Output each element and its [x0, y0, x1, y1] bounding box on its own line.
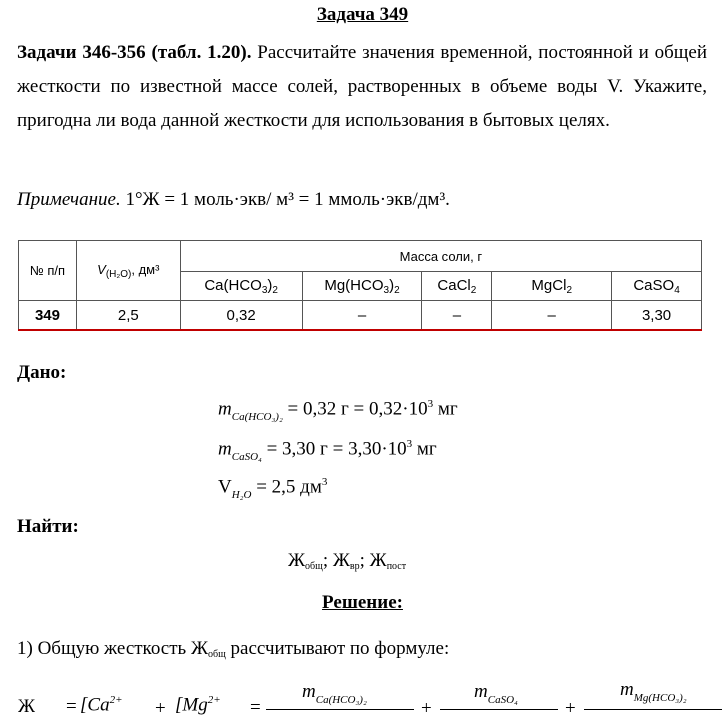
fraction-line [266, 709, 414, 710]
given-heading: Дано: [17, 362, 67, 383]
row-value: – [422, 301, 492, 331]
fraction-numerator: $m_{Mg(HCO_3)_2}$ [620, 679, 687, 704]
salts-table [18, 240, 702, 331]
note-label: Примечание. [17, 189, 121, 210]
note [17, 189, 450, 211]
task-description [17, 36, 707, 138]
formula-ion-mg: [$Mg^{2+}$ [175, 694, 221, 716]
formula-eq: = [66, 696, 77, 717]
row-number: 349 [19, 301, 77, 331]
formula-lhs: Ж [18, 696, 36, 717]
formula-ion-ca: [$Ca^{2+}$ [80, 694, 123, 716]
header-mass: Масса соли, г [180, 241, 701, 272]
fraction-numerator: $m_{CaSO_4}$ [474, 681, 518, 706]
salt-header: MgCl$_2$ [492, 272, 612, 301]
given-m-caso4: $m_{CaSO_4} = 3,30$ $г = 3,30\cdot 10^3$ мг [218, 438, 437, 464]
formula-plus: + [421, 698, 432, 719]
row-value: 0,32 [180, 301, 302, 331]
row-value: 3,30 [612, 301, 702, 331]
header-no: № п/п [19, 241, 77, 301]
formula-eq-2: = [250, 697, 261, 718]
fraction-line [584, 709, 722, 710]
fraction-line [440, 709, 558, 710]
solution-heading: Решение: [322, 592, 403, 613]
fraction-numerator: $m_{Ca(HCO_3)_2}$ [302, 681, 367, 706]
formula-plus: + [565, 698, 576, 719]
salt-header: CaCl$_2$ [422, 272, 492, 301]
find-heading: Найти: [17, 516, 79, 537]
salt-header: $Mg(HCO_3)_2$ [302, 272, 422, 301]
header-volume: $V_{(H_2O)}$, дм³ [76, 241, 180, 301]
solution-step-1: 1) Общую жесткость $Ж_{общ}$ рассчитывают по формуле: [17, 638, 450, 660]
formula-plus: + [155, 698, 166, 719]
salt-header: $Ca(HCO_3)_2$ [180, 272, 302, 301]
given-m-ca-hco3: $m_{Ca(HCO_3)_2} = 0,32$ $г = 0,32\cdot 10^3$ мг [218, 398, 458, 424]
find-values: $Ж_{общ}$; $Ж_{вр}$; $Ж_{пост}$ [288, 550, 407, 572]
note-text: 1°Ж = 1 моль·экв/ м³ = 1 ммоль·экв/дм³. [120, 189, 450, 210]
row-volume: 2,5 [76, 301, 180, 331]
task-title: Задача 349 [316, 4, 409, 25]
salt-header: CaSO$_4$ [612, 272, 702, 301]
task-text: Рассчитайте значения временной, постоянной и общей жесткости по известной массе солей, растворенных в объеме воды V. Укажите, пригодна ли вода данной жесткости для использования в бытовых целях. [17, 42, 707, 131]
given-volume: $V_{H_2O} = 2,5$ $дм^3$ [218, 476, 328, 502]
task-lead: Задачи 346-356 (табл. 1.20). [17, 42, 252, 63]
table-row [19, 301, 702, 331]
row-value: – [492, 301, 612, 331]
row-value: – [302, 301, 422, 331]
